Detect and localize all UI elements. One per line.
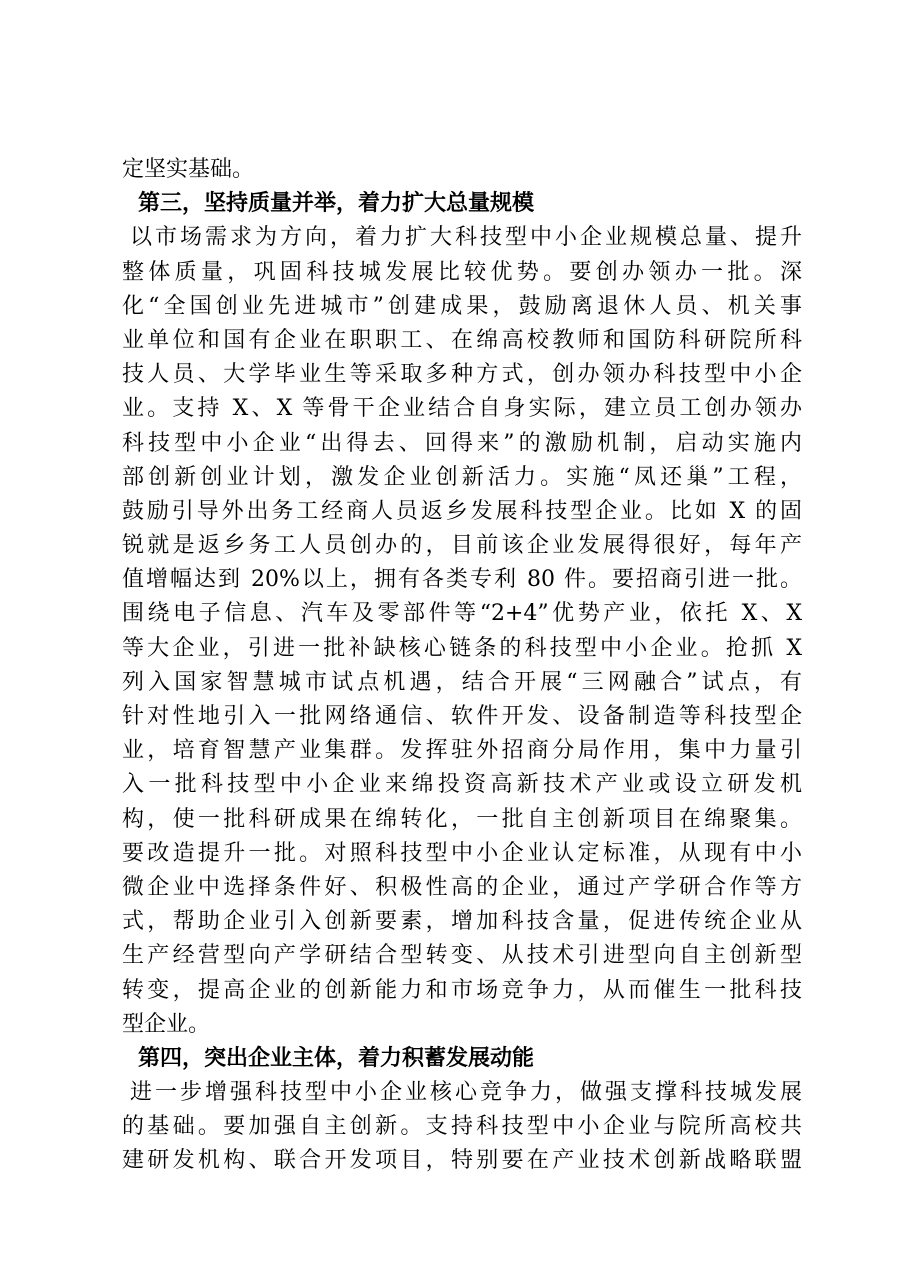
paragraph-line: 的基础。要加强自主创新。支持科技型中小企业与院所高校共: [122, 1114, 802, 1140]
paragraph-line: 整体质量，巩固科技城发展比较优势。要创办领办一批。深: [122, 259, 802, 285]
paragraph-line: 微企业中选择条件好、积极性高的企业，通过产学研合作等方: [122, 874, 802, 900]
paragraph-line: 生产经营型向产学研结合型转变、从技术引进型向自主创新型: [122, 943, 802, 969]
paragraph-line: 鼓励引导外出务工经商人员返乡发展科技型企业。比如 X 的固: [122, 498, 802, 524]
paragraph-line: 式，帮助企业引入创新要素，增加科技含量，促进传统企业从: [122, 909, 802, 935]
paragraph-line: 建研发机构、联合开发项目，特别要在产业技术创新战略联盟: [122, 1148, 802, 1174]
paragraph-line: 转变，提高企业的创新能力和市场竞争力，从而催生一批科技: [122, 977, 802, 1003]
paragraph-line: 科技型中小企业“出得去、回得来”的激励机制，启动实施内: [122, 430, 802, 456]
paragraph-line: 构，使一批科研成果在绵转化，一批自主创新项目在绵聚集。: [122, 806, 802, 832]
paragraph-line: 针对性地引入一批网络通信、软件开发、设备制造等科技型企: [122, 704, 802, 729]
section-heading: 第四，突出企业主体，着力积蓄发展动能: [138, 1045, 535, 1071]
paragraph-line: 进一步增强科技型中小企业核心竞争力，做强支撑科技城发展: [130, 1080, 802, 1106]
paragraph-line: 业单位和国有企业在职职工、在绵高校教师和国防科研院所科: [122, 327, 802, 353]
document-body: [122, 153, 802, 1179]
paragraph-line: 化“全国创业先进城市”创建成果，鼓励离退休人员、机关事: [122, 293, 802, 319]
section-heading: 第三，坚持质量并举，着力扩大总量规模: [138, 191, 535, 217]
paragraph-line: 围绕电子信息、汽车及零部件等“2+4”优势产业，依托 X、X: [122, 601, 802, 627]
paragraph-line: 定坚实基础。: [122, 157, 255, 182]
paragraph-line: 值增幅达到 20%以上，拥有各类专利 80 件。要招商引进一批。: [122, 567, 802, 593]
paragraph-line: 部创新创业计划，激发企业创新活力。实施“凤还巢”工程，: [122, 464, 802, 490]
paragraph-line: 等大企业，引进一批补缺核心链条的科技型中小企业。抢抓 X: [122, 635, 802, 661]
paragraph-line: 列入国家智慧城市试点机遇，结合开展“三网融合”试点，有: [122, 669, 802, 695]
paragraph-line: 型企业。: [122, 1011, 211, 1037]
paragraph-line: 业，培育智慧产业集群。发挥驻外招商分局作用，集中力量引: [122, 738, 802, 764]
paragraph-line: 入一批科技型中小企业来绵投资高新技术产业或设立研发机: [122, 772, 802, 798]
paragraph-line: 要改造提升一批。对照科技型中小企业认定标准，从现有中小: [122, 840, 802, 866]
paragraph-line: 技人员、大学毕业生等采取多种方式，创办领办科技型中小企: [122, 362, 802, 388]
paragraph-line: 以市场需求为方向，着力扩大科技型中小企业规模总量、提升: [130, 225, 802, 251]
paragraph-line: 锐就是返乡务工人员创办的，目前该企业发展得很好，每年产: [122, 533, 802, 559]
paragraph-line: 业。支持 X、X 等骨干企业结合自身实际，建立员工创办领办: [122, 396, 802, 422]
